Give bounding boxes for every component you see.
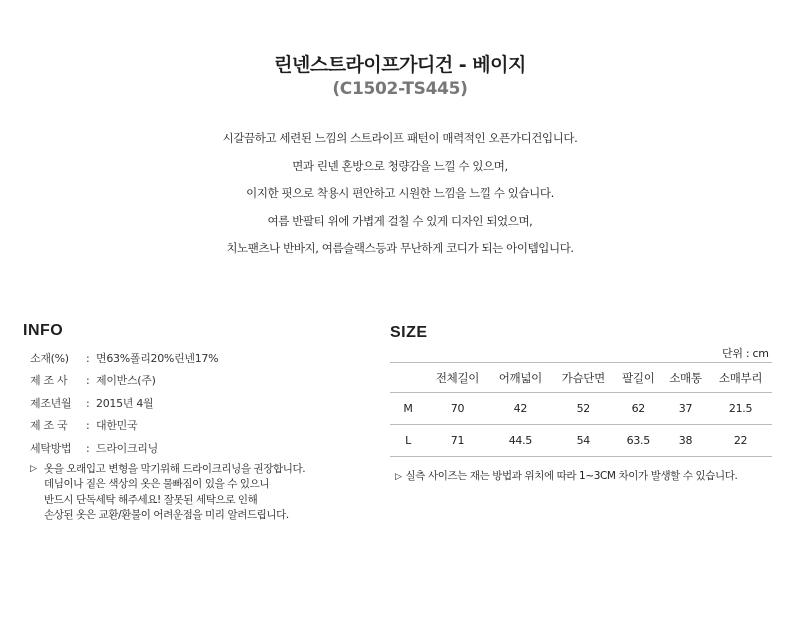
product-description [0,128,800,266]
care-note-line: 손상된 옷은 교환/환불이 어려운점을 미리 알려드립니다. [44,508,289,521]
info-value: 드라이크리닝 [96,441,158,455]
info-row-country [30,415,218,437]
column-header: 가슴단면 [552,363,615,393]
table-cell: 70 [426,393,489,425]
info-row-material [30,348,218,370]
info-colon: : [86,419,90,433]
table-cell: 21.5 [709,393,772,425]
table-cell: 62 [615,393,662,425]
table-cell: 38 [662,425,709,457]
table-cell: 52 [552,393,615,425]
info-row-manufacturer [30,370,218,392]
table-cell: 54 [552,425,615,457]
product-title: 린넨스트라이프가디건 - 베이지 [274,54,526,76]
info-label: 소재(%) [30,352,69,365]
info-colon: : [86,396,90,410]
info-label: 제 조 국 [30,419,68,433]
info-colon: : [86,352,90,365]
description-line: 여름 반팔티 위에 가볍게 걸칠 수 있게 디자인 되었으며, [267,213,533,228]
info-value: 면63%폴리20%린넨17% [96,352,219,365]
info-colon: : [86,374,90,388]
care-note-line: 데님이나 짙은 색상의 옷은 물빠짐이 있을 수 있으니 [44,478,270,491]
size-note [395,468,737,483]
table-cell: 71 [426,425,489,457]
info-label: 제조년월 [30,396,72,410]
column-header: 소매부리 [709,363,772,393]
description-line: 이지한 핏으로 착용시 편안하고 시원한 느낌을 느낄 수 있습니다. [246,186,554,200]
info-colon: : [86,441,90,455]
triangle-bullet-icon: ▷ [30,464,37,474]
size-table [390,362,772,457]
column-header: 전체길이 [426,363,489,393]
table-cell: 42 [489,393,552,425]
column-header: 팔길이 [615,363,662,393]
care-note [30,462,305,523]
size-name-cell: L [390,425,426,457]
info-label: 제 조 사 [30,374,68,388]
triangle-bullet-icon: ▷ [395,472,402,482]
size-heading: SIZE [390,324,428,341]
info-list [30,348,218,460]
table-row [390,393,772,425]
table-cell: 37 [662,393,709,425]
column-header: 소매통 [662,363,709,393]
description-line: 시갈끔하고 세련된 느낌의 스트라이프 패턴이 매력적인 오픈가디건입니다. [222,131,578,145]
description-line: 치노팬츠나 반바지, 여름슬랙스등과 무난하게 코디가 되는 아이템입니다. [226,241,574,255]
size-name-cell: M [390,393,426,425]
table-row [390,425,772,457]
size-unit: 단위 : cm [722,347,769,360]
description-line: 면과 린넨 혼방으로 청량감을 느낄 수 있으며, [292,158,508,173]
info-label: 세탁방법 [30,441,72,455]
table-cell: 22 [709,425,772,457]
info-value: 제이반스(주) [96,374,156,388]
info-row-date [30,393,218,415]
info-value: 2015년 4월 [96,396,154,410]
info-value: 대한민국 [96,419,138,433]
size-note-text: 실측 사이즈는 재는 방법과 위치에 따라 1~3CM 차이가 발생할 수 있습니다. [405,470,738,482]
product-code: (C1502-TS445) [332,79,468,99]
table-cell: 44.5 [489,425,552,457]
table-cell: 63.5 [615,425,662,457]
column-header: 어깨넓이 [489,363,552,393]
size-table-header [390,363,772,393]
column-header [390,363,426,393]
info-heading: INFO [23,322,64,339]
care-note-line: 반드시 단독세탁 해주세요! 잘못된 세탁으로 인해 [44,493,258,506]
info-row-washing [30,438,218,460]
care-note-line: 옷을 오래입고 변형을 막기위해 드라이크리닝을 권장합니다. [44,463,306,475]
